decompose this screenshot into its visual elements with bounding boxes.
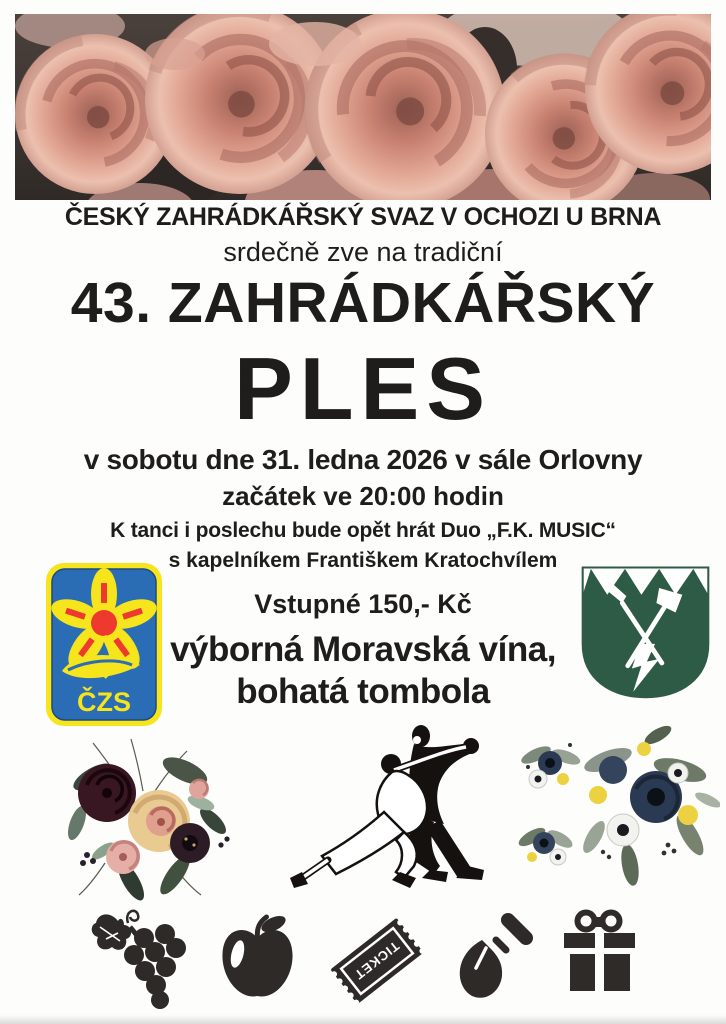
roses-banner-image <box>15 14 711 200</box>
dancing-couple-image <box>288 720 498 902</box>
title-line-2: PLES <box>234 339 492 438</box>
time-line: začátek ve 20:00 hodin <box>222 481 504 511</box>
tombola-line: bohatá tombola <box>236 672 490 711</box>
small-cluster-top <box>519 743 582 788</box>
title-line-1: 43. ZAHRÁDKÁŘSKÝ <box>70 271 656 335</box>
band-line-1: K tanci i poslechu bude opět hrát Duo „F.K. MUSIC“ <box>110 519 616 542</box>
trowel-icon <box>446 910 536 1005</box>
czs-logo <box>44 561 164 728</box>
organizer-line: ČESKÝ ZAHRÁDKÁŘSKÝ SVAZ V OCHOZI U BRNA <box>64 203 662 231</box>
price-line: Vstupné 150,- Kč <box>254 589 472 619</box>
pink-rose <box>106 840 140 874</box>
gift-icon <box>552 905 647 1000</box>
left-bouquet-image <box>35 733 250 901</box>
municipality-coat-of-arms <box>577 562 714 704</box>
ticket-icon <box>330 915 425 1007</box>
band-line-2: s kapelníkem Františkem Kratochvílem <box>168 549 558 572</box>
right-bouquet-image <box>508 715 720 893</box>
small-cluster-bottom <box>516 824 575 865</box>
date-line: v sobotu dne 31. ledna 2026 v sále Orlovny <box>83 444 643 475</box>
burgundy-rose <box>78 764 136 822</box>
grapes-icon <box>88 903 188 1011</box>
dark-cosmos <box>170 823 210 863</box>
pink-bud <box>189 779 209 799</box>
scan-bottom-edge <box>0 1015 726 1024</box>
wine-line: výborná Moravská vína, <box>170 630 556 669</box>
czs-logo-text: ČZS <box>77 687 131 717</box>
apple-icon <box>214 912 302 1004</box>
invite-line: srdečně zve na tradiční <box>223 237 503 267</box>
ticket-icon-text: TICKET <box>351 938 403 983</box>
